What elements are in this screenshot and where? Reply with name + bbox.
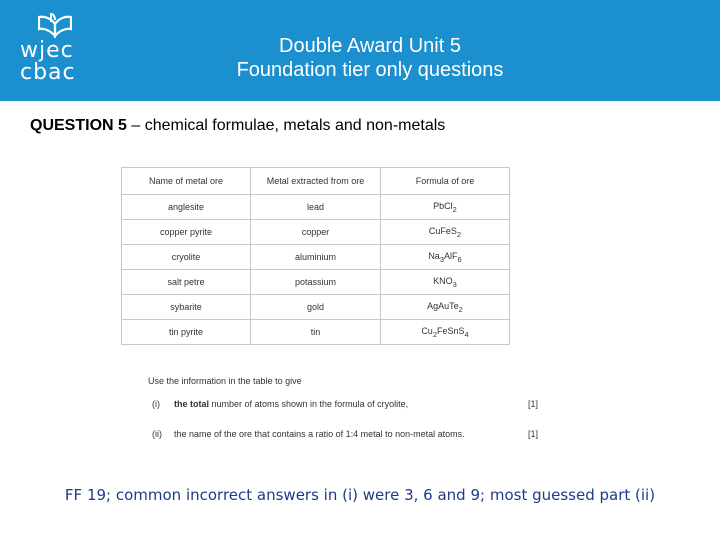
formula-cell [381, 270, 510, 295]
part-bold-text: the total [174, 399, 209, 409]
formula-text: Cu [421, 325, 433, 336]
column-header: Name of metal ore [122, 168, 251, 195]
question-heading [30, 117, 445, 135]
part-marks: [1] [527, 429, 538, 439]
table-header-row [122, 168, 510, 195]
formula-cell [381, 295, 510, 320]
part-number: (i) [152, 399, 160, 409]
question-label: QUESTION 5 [30, 117, 127, 134]
part-body-text: number of atoms shown in the formula of cryolite, [209, 399, 409, 409]
part-marks: [1] [527, 399, 538, 409]
metal-cell: lead [251, 195, 381, 220]
wjec-logo [20, 12, 90, 87]
ore-name-cell: tin pyrite [122, 320, 251, 345]
question-topic: – chemical formulae, metals and non-metals [126, 117, 446, 134]
formula-text: CuFeS [428, 225, 457, 236]
table-row [122, 245, 510, 270]
formula-subscript: 6 [457, 254, 462, 264]
table-row [122, 295, 510, 320]
ore-table [121, 167, 510, 345]
logo-text [20, 40, 90, 84]
table-row [122, 195, 510, 220]
instruction-intro: Use the information in the table to give [148, 376, 302, 386]
table-row [122, 320, 510, 345]
book-icon [38, 12, 72, 38]
formula-subscript: 2 [432, 329, 437, 339]
ore-name-cell: cryolite [122, 245, 251, 270]
formula-subscript: 3 [452, 279, 457, 289]
formula-subscript: 2 [452, 204, 457, 214]
formula-text: KNO [433, 275, 453, 286]
title-line-1: Double Award Unit 5 [279, 35, 461, 57]
title-line-2: Foundation tier only questions [236, 59, 504, 81]
column-header: Formula of ore [381, 168, 510, 195]
formula-subscript: 2 [456, 229, 462, 239]
formula-text: Na [428, 250, 440, 261]
part-text [174, 429, 465, 439]
formula-cell [381, 195, 510, 220]
formula-text: AlF [444, 250, 458, 261]
formula-subscript: 2 [458, 304, 463, 314]
part-body-text: the name of the ore that contains a ratio of 1:4 metal to non-metal atoms. [174, 429, 465, 439]
column-header: Metal extracted from ore [251, 168, 381, 195]
metal-cell: tin [251, 320, 381, 345]
table-row [122, 270, 510, 295]
metal-cell: potassium [251, 270, 381, 295]
formula-subscript: 3 [439, 254, 444, 264]
formula-text: FeSnS [437, 325, 465, 336]
ore-name-cell: salt petre [122, 270, 251, 295]
formula-cell [381, 320, 510, 345]
formula-subscript: 4 [464, 329, 469, 339]
ore-name-cell: sybarite [122, 295, 251, 320]
metal-cell: aluminium [251, 245, 381, 270]
ore-name-cell: copper pyrite [122, 220, 251, 245]
metal-cell: copper [251, 220, 381, 245]
table-row [122, 220, 510, 245]
part-number: (ii) [152, 429, 162, 439]
logo-line-2: cbac [20, 60, 76, 85]
page-title [180, 34, 560, 82]
metal-cell: gold [251, 295, 381, 320]
formula-cell [381, 245, 510, 270]
formula-text: AgAuTe [427, 300, 459, 311]
examiner-note: FF 19; common incorrect answers in (i) were 3, 6 and 9; most guessed part (ii) [64, 486, 656, 504]
logo-line-1: wjec [20, 38, 74, 63]
header-banner [0, 0, 720, 101]
part-text [174, 399, 408, 409]
formula-text: PbCl [433, 200, 453, 211]
ore-name-cell: anglesite [122, 195, 251, 220]
formula-cell [381, 220, 510, 245]
